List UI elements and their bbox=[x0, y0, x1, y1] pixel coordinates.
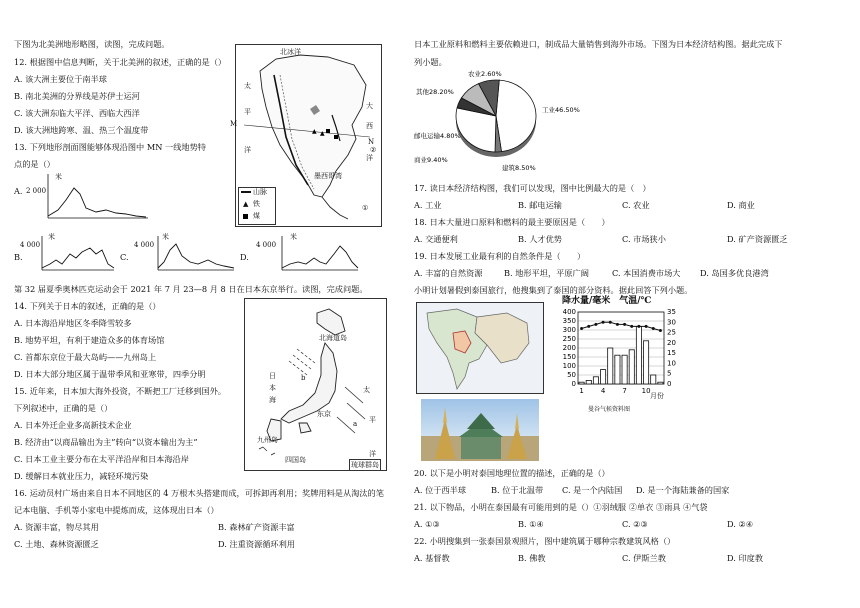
precip-bar-5 bbox=[608, 348, 613, 384]
q22-option-a[interactable]: A. 基督教 bbox=[414, 553, 450, 563]
jp-label-tokyo: 东京 bbox=[317, 410, 331, 418]
q14-stem: 14. 下列关于日本的叙述，正确的是（） bbox=[14, 301, 161, 311]
pie-label-3: 邮电运输4.80% bbox=[414, 132, 461, 140]
temperature-point-6 bbox=[616, 323, 619, 326]
q13-option-d-value: 4 000 bbox=[256, 241, 277, 249]
intro2-text: 第 32 届夏季奥林匹克运动会于 2021 年 7 月 23—8 月 8 日在日本东京举行。读图，完成问题。 bbox=[14, 284, 368, 294]
precip-bar-9 bbox=[636, 326, 641, 384]
map-label-tai: 太 bbox=[244, 82, 251, 90]
q19-stem: 19. 日本发展工业最有利的自然条件是（ ） bbox=[414, 251, 586, 261]
precip-bar-4 bbox=[601, 370, 606, 384]
q13-option-a-value: 2 000 bbox=[26, 187, 47, 195]
q14-option-d[interactable]: D. 日本大部分地区属于温带季风和亚寒带，四季分明 bbox=[14, 369, 206, 379]
q13-option-c-label[interactable]: C. bbox=[120, 252, 129, 262]
temperature-point-3 bbox=[594, 323, 597, 326]
q21-option-d[interactable]: D. ②④ bbox=[727, 519, 754, 529]
climate-ytick-right: 20 bbox=[667, 338, 676, 347]
jp-label-ryukyu: 琉球群岛 bbox=[351, 461, 379, 469]
q16-option-d[interactable]: D. 注重资源循环利用 bbox=[218, 539, 295, 549]
climate-ytick-left: 250 bbox=[562, 335, 576, 343]
q16-stem-line1: 16. 运动员村广场由来自日本不同地区的 4 万根木头搭建而成，可拆卸再利用；奖牌用料是从淘汰的笔 bbox=[14, 488, 384, 498]
q13-option-b-value: 4 000 bbox=[20, 241, 41, 249]
map-label-yang2: 洋 bbox=[366, 154, 373, 162]
climate-ytick-left: 150 bbox=[562, 353, 576, 361]
q21-option-a[interactable]: A. ①③ bbox=[414, 519, 440, 529]
jp-label-shikoku: 四国岛 bbox=[285, 456, 306, 464]
jp-label-ben: 本 bbox=[269, 384, 276, 392]
map-label-2: ② bbox=[370, 146, 377, 154]
q16-option-c[interactable]: C. 土地、森林资源匮乏 bbox=[14, 539, 99, 549]
temperature-point-11 bbox=[652, 327, 655, 330]
jp-label-ri: 日 bbox=[269, 372, 276, 380]
jp-label-b: b bbox=[301, 374, 306, 382]
temperature-line bbox=[582, 322, 661, 330]
pie-label-0: 工业46.50% bbox=[542, 106, 580, 114]
q13-profile-b bbox=[40, 234, 116, 274]
q21-option-b[interactable]: B. ①④ bbox=[518, 519, 544, 529]
q15-option-b[interactable]: B. 经济由“以商品输出为主”转向“以资本输出为主” bbox=[14, 437, 198, 447]
q19-option-a[interactable]: A. 丰富的自然资源 bbox=[414, 268, 483, 278]
precip-bar-6 bbox=[615, 355, 620, 384]
q19-option-d[interactable]: D. 岛国多优良港湾 bbox=[700, 268, 769, 278]
q19-option-c[interactable]: C. 本国消费市场大 bbox=[612, 268, 681, 278]
climate-ytick-right: 25 bbox=[667, 328, 676, 337]
temperature-point-12 bbox=[659, 329, 662, 332]
q17-option-a[interactable]: A. 工业 bbox=[414, 200, 442, 210]
temperature-point-4 bbox=[602, 321, 605, 324]
q13-option-c-value: 4 000 bbox=[134, 241, 155, 249]
q17-option-b[interactable]: B. 邮电运输 bbox=[518, 200, 562, 210]
thailand-map-drawing bbox=[417, 303, 543, 393]
pie-label-5: 建筑8.50% bbox=[502, 164, 536, 172]
jp-label-ping: 平 bbox=[369, 416, 376, 424]
precip-bar-8 bbox=[629, 350, 634, 384]
map-label-yang: 洋 bbox=[244, 146, 251, 154]
climate-ytick-left: 0 bbox=[571, 380, 576, 388]
q18-option-a[interactable]: A. 交通便利 bbox=[414, 234, 458, 244]
q18-option-b[interactable]: B. 人才优势 bbox=[518, 234, 562, 244]
jp-label-tai: 太 bbox=[363, 386, 370, 394]
climate-ytick-left: 200 bbox=[562, 344, 576, 352]
temperature-point-2 bbox=[587, 325, 590, 328]
q21-option-c[interactable]: C. ②③ bbox=[622, 519, 648, 529]
q15-option-c[interactable]: C. 日本工业主要分布在太平洋沿岸和日本海沿岸 bbox=[14, 454, 189, 464]
q18-option-d[interactable]: D. 矿产资源匮乏 bbox=[727, 234, 788, 244]
map-label-n: N bbox=[368, 138, 375, 146]
pie-label-2: 其他28.20% bbox=[416, 88, 454, 96]
climate-ytick-right: 10 bbox=[667, 359, 676, 368]
q12-option-a[interactable]: A. 该大洲主要位于南半球 bbox=[14, 74, 107, 84]
legend-mountain-icon bbox=[241, 191, 251, 193]
jp-label-a: a bbox=[353, 420, 358, 428]
climate-chart-caption: 曼谷气候资料图 bbox=[588, 406, 631, 413]
precip-bar-10 bbox=[644, 341, 649, 384]
q17-option-c[interactable]: C. 农业 bbox=[622, 200, 650, 210]
climate-xtick: 7 bbox=[622, 387, 627, 395]
climate-xtick: 1 bbox=[579, 387, 584, 395]
q13-profile-a bbox=[46, 170, 151, 222]
q22-option-d[interactable]: D. 印度教 bbox=[727, 553, 764, 563]
q13-option-d-unit: 米 bbox=[290, 233, 297, 241]
q22-option-c[interactable]: C. 伊斯兰教 bbox=[622, 553, 666, 563]
q13-stem-line2: 点的是（） bbox=[14, 159, 55, 169]
thailand-temple-photo bbox=[421, 399, 539, 461]
q14-option-a[interactable]: A. 日本海沿岸地区冬季降雪较多 bbox=[14, 318, 132, 328]
climate-ytick-left: 50 bbox=[567, 371, 576, 379]
legend-iron: 铁 bbox=[253, 200, 260, 208]
japan-map bbox=[244, 298, 387, 471]
bangkok-climate-chart bbox=[556, 296, 688, 416]
q13-option-b-label[interactable]: B. bbox=[14, 252, 23, 262]
jp-label-kyushu: 九州岛 bbox=[257, 436, 278, 444]
map-label-m: M bbox=[230, 120, 238, 128]
climate-xtick: 4 bbox=[600, 387, 606, 395]
map-label-da: 大 bbox=[366, 102, 373, 110]
north-america-map bbox=[230, 44, 382, 227]
right-intro-line3: 小明计划暑假到泰国旅行，他搜集到了泰国的部分资料。据此回答下列小题。 bbox=[414, 285, 693, 295]
temperature-point-5 bbox=[609, 321, 612, 324]
q14-option-c[interactable]: C. 首都东京位于最大岛屿——九州岛上 bbox=[14, 352, 157, 362]
thailand-map bbox=[416, 302, 544, 394]
map-legend bbox=[238, 187, 276, 225]
map-label-xi: 西 bbox=[366, 122, 373, 130]
q17-stem: 17. 读日本经济结构图，我们可以发现，图中比例最大的是（ ） bbox=[414, 183, 651, 193]
right-intro-line2: 列小题。 bbox=[414, 57, 447, 67]
map-label-gulf: 墨西哥湾 bbox=[314, 172, 342, 180]
pie-slice-0 bbox=[496, 80, 536, 152]
q20-option-c[interactable]: C. 是一个内陆国 bbox=[562, 485, 623, 495]
climate-xtick: 10 bbox=[641, 387, 651, 395]
intro-text: 下图为北美洲地形略图，读图，完成问题。 bbox=[14, 39, 170, 49]
legend-coal-icon bbox=[243, 214, 248, 219]
climate-chart-title: 降水量/毫米 气温/℃ bbox=[562, 296, 652, 306]
svg-text:▲: ▲ bbox=[320, 130, 325, 137]
precip-bar-1 bbox=[579, 382, 584, 384]
temperature-point-7 bbox=[623, 323, 626, 326]
q13-option-a-unit: 米 bbox=[55, 173, 62, 181]
q20-option-a[interactable]: A. 位于西半球 bbox=[414, 485, 467, 495]
q20-option-b[interactable]: B. 位于北温带 bbox=[491, 485, 544, 495]
map-label-1: ① bbox=[362, 204, 369, 212]
climate-ytick-right: 15 bbox=[667, 349, 676, 358]
precip-bar-2 bbox=[586, 380, 591, 384]
climate-ytick-right: 0 bbox=[667, 380, 672, 388]
right-intro-line1: 日本工业原料和燃料主要依赖进口，制成品大量销售到海外市场。下图为日本经济结构图。据此完成下 bbox=[414, 39, 783, 49]
temperature-point-8 bbox=[630, 325, 633, 328]
pie-label-1: 农业2.60% bbox=[468, 70, 502, 78]
q13-profile-c bbox=[156, 234, 236, 274]
q16-option-a[interactable]: A. 资源丰富，物尽其用 bbox=[14, 522, 99, 532]
legend-coal: 煤 bbox=[253, 212, 260, 220]
legend-iron-icon: ▲ bbox=[243, 200, 249, 208]
climate-x-unit: 月份 bbox=[650, 392, 664, 400]
climate-ytick-left: 350 bbox=[562, 317, 576, 325]
japan-economy-pie-chart bbox=[414, 66, 614, 176]
precip-bar-12 bbox=[658, 382, 663, 384]
map-label-ping: 平 bbox=[244, 108, 251, 116]
q22-stem: 22. 小明搜集到一张泰国景观照片，图中建筑属于哪种宗教建筑风格（） bbox=[414, 536, 676, 546]
q15-option-d[interactable]: D. 缓解日本就业压力，减轻环境污染 bbox=[14, 471, 149, 481]
q12-stem: 12. 根据图中信息判断，关于北美洲的叙述，正确的是（） bbox=[14, 57, 227, 67]
q21-stem: 21. 以下物品，小明在泰国最有可能用到的是（）①羽绒服 ②单衣 ③雨具 ④气袋 bbox=[414, 502, 708, 512]
q13-profile-d bbox=[280, 234, 360, 274]
q14-option-b[interactable]: B. 地势平坦，有利于建造众多的体育场馆 bbox=[14, 335, 165, 345]
jp-label-yang: 洋 bbox=[369, 450, 376, 458]
precip-bar-3 bbox=[593, 377, 598, 384]
climate-ytick-left: 400 bbox=[562, 308, 576, 316]
temple-drawing bbox=[421, 399, 539, 461]
climate-ytick-right: 5 bbox=[667, 369, 672, 378]
svg-text:▲: ▲ bbox=[312, 128, 317, 135]
q15-stem-line1: 15. 近年来，日本加大海外投资，不断把工厂迁移到国外。 bbox=[14, 386, 227, 396]
q12-option-c[interactable]: C. 该大洲东临大平洋、西临大西洋 bbox=[14, 108, 140, 118]
q22-option-b[interactable]: B. 佛教 bbox=[518, 553, 546, 563]
q13-option-b-unit: 米 bbox=[48, 233, 55, 241]
precip-bar-7 bbox=[622, 355, 627, 384]
precip-bar-11 bbox=[651, 375, 656, 384]
q13-stem-line1: 13. 下列地形剖面图能够体现沿图中 MN 一线地势特 bbox=[14, 142, 206, 152]
jp-label-hokkaido: 北海道岛 bbox=[319, 334, 347, 342]
q12-option-b[interactable]: B. 南北美洲的分界线是苏伊士运河 bbox=[14, 91, 140, 101]
temperature-point-1 bbox=[580, 327, 583, 330]
q13-option-d-label[interactable]: D. bbox=[240, 252, 249, 262]
q13-option-c-unit: 米 bbox=[162, 233, 169, 241]
q18-stem: 18. 日本大量进口原料和燃料的最主要原因是（ ） bbox=[414, 217, 610, 227]
q19-option-b[interactable]: B. 地形平坦，平原广阔 bbox=[504, 268, 589, 278]
q17-option-d[interactable]: D. 商业 bbox=[727, 200, 755, 210]
climate-ytick-right: 30 bbox=[667, 318, 676, 327]
legend-mountain: 山脉 bbox=[253, 188, 267, 196]
q15-option-a[interactable]: A. 日本外迁企业多高新技术企业 bbox=[14, 420, 132, 430]
temperature-point-10 bbox=[645, 325, 648, 328]
jp-label-hai: 海 bbox=[269, 396, 276, 404]
climate-ytick-left: 300 bbox=[562, 326, 576, 334]
q16-option-b[interactable]: B. 森林矿产资源丰富 bbox=[218, 522, 295, 532]
pie-label-4: 商业9.40% bbox=[414, 156, 448, 164]
q20-stem: 20. 以下是小明对泰国地理位置的描述，正确的是（） bbox=[414, 468, 610, 478]
climate-ytick-left: 100 bbox=[562, 362, 576, 370]
q12-option-d[interactable]: D. 该大洲地跨寒、温、热三个温度带 bbox=[14, 125, 149, 135]
q20-option-d[interactable]: D. 是一个海陆兼备的国家 bbox=[636, 485, 730, 495]
q18-option-c[interactable]: C. 市场狭小 bbox=[622, 234, 666, 244]
climate-ytick-right: 35 bbox=[667, 308, 676, 316]
map-label-arctic: 北冰洋 bbox=[280, 48, 301, 56]
q13-option-a-label[interactable]: A. bbox=[14, 186, 23, 196]
q15-stem-line2: 下列叙述中，正确的是（） bbox=[14, 403, 113, 413]
temperature-point-9 bbox=[637, 325, 640, 328]
q16-stem-line2: 记本电脑、手机等小家电中提炼而成，这体现出日本（） bbox=[14, 505, 219, 515]
